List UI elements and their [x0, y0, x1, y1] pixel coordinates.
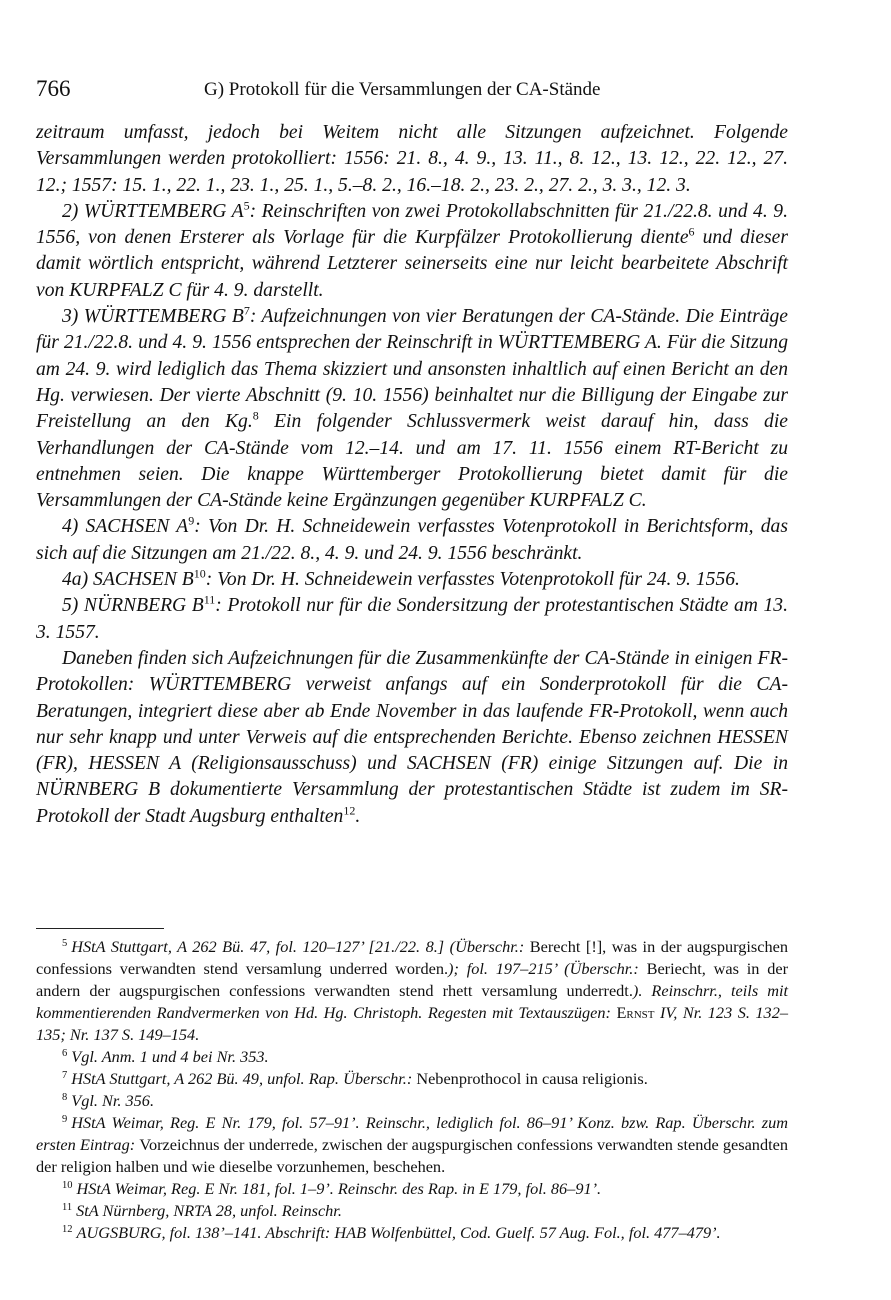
fn8-text: Vgl. Nr. 356.	[71, 1091, 155, 1110]
fn7-source: HStA Stuttgart, A 262 Bü. 49, unfol. Rap. Überschr.:	[71, 1069, 417, 1088]
footnote-ref-7[interactable]: 7	[243, 303, 250, 318]
p1-text: zeitraum umfasst, jedoch bei Weitem nicht alle Sitzungen aufzeichnet. Folgende Versammlungen werden protokolliert: 1556: 21. 8., 4. 9., 13. 11., 8. 12., 13. 12., 22. 12., 27. 12.; 1557: 15. 1., 22. 1., 23. 1., 25. 1., 5.–8. 2., 16.–18. 2., 23. 2., 27. 2., 3. 3., 12. 3.	[36, 122, 788, 196]
footnote-number: 7	[62, 1069, 68, 1081]
paragraph-2	[36, 199, 788, 304]
footnote-divider	[36, 928, 164, 929]
footnote-6	[36, 1046, 788, 1068]
footnote-number: 5	[62, 937, 68, 949]
footnote-ref-12[interactable]: 12	[343, 803, 356, 818]
footnote-ref-11[interactable]: 11	[203, 592, 216, 607]
fn5-notes: ). Reinschrr., teils mit kommentierenden Randvermerken von Hd. Hg. Christoph. Regesten mit Textauszügen:	[36, 981, 788, 1022]
footnote-7	[36, 1068, 788, 1090]
p3-text-end: Ein folgender Schlussvermerk weist darauf hin, dass die Verhandlungen der CA-Stände vom 12.–14. und am 17. 11. 1556 einem RT-Bericht zu entnehmen seien. Die knappe Württemberger Protokollierung bietet damit für die Versammlungen der CA-Stände keine Ergänzungen gegenüber KURPFALZ C.	[36, 411, 788, 512]
fn9-quote: Vorzeichnus der underrede, zwischen der augspurgischen confessions verwandten stende gesandten der religion halben und wie dieselbe vorzunhemen, beschehen.	[36, 1135, 788, 1176]
fn9-source: HStA Weimar, Reg. E Nr. 179, fol. 57–91’. Reinschr., lediglich fol. 86–91’ Konz. bzw. Rap. Überschr. zum ersten Eintrag:	[36, 1113, 788, 1154]
p7-text: Daneben finden sich Aufzeichnungen für die Zusammenkünfte der CA-Stände in einigen FR-Protokollen: WÜRTTEMBERG verweist anfangs auf ein Sonderprotokoll für die CA-Beratungen, integriert diese aber ab Ende November in das laufende FR-Protokoll, wenn auch nur sehr knapp und unter Verweis auf die entsprechenden Berichte. Ebenso zeichnen HESSEN (FR), HESSEN A (Religionsausschuss) und SACHSEN (FR) einige Sitzungen auf. Die in NÜRNBERG B dokumentierte Versammlung der protestantischen Städte ist zudem im SR-Protokoll der Stadt Augsburg enthalten	[36, 647, 788, 827]
p6-text: : Protokoll nur für die Sondersitzung der protestantischen Städte am 13. 3. 1557.	[36, 595, 788, 643]
paragraph-3	[36, 304, 788, 514]
page-number: 766	[36, 76, 71, 101]
footnote-ref-9[interactable]: 9	[188, 513, 195, 528]
p6-lead: 5) NÜRNBERG B	[62, 595, 204, 617]
paragraph-4	[36, 514, 788, 567]
paragraph-1	[36, 120, 788, 199]
p4-lead: 4) SACHSEN A	[62, 516, 189, 538]
fn7-quote: Nebenprothocol in causa religionis.	[416, 1069, 648, 1088]
fn6-text: Vgl. Anm. 1 und 4 bei Nr. 353.	[71, 1047, 269, 1066]
running-head: G) Protokoll für die Versammlungen der CA-Stände	[204, 79, 601, 100]
footnote-9	[36, 1112, 788, 1178]
footnote-ref-10[interactable]: 10	[193, 566, 206, 581]
footnote-ref-6[interactable]: 6	[688, 224, 695, 239]
p3-text: : Aufzeichnungen von vier Beratungen der CA-Stände. Die Einträge für 21./22.8. und 4. 9. 1556 entsprechen der Reinschrift in WÜRTTEMBERG A. Für die Sitzung am 24. 9. wird lediglich das Thema skizziert und ansonsten inhaltlich auf einen Bericht an den Hg. verwiesen. Der vierte Abschnitt (9. 10. 1556) beinhaltet nur die Billigung der Eingabe zur Freistellung an den Kg.	[36, 306, 788, 433]
fn11-text: StA Nürnberg, NRTA 28, unfol. Reinschr.	[76, 1201, 342, 1220]
footnote-number: 10	[62, 1179, 73, 1191]
footnote-5	[36, 936, 788, 1046]
p5-text: : Von Dr. H. Schneidewein verfasstes Votenprotokoll für 24. 9. 1556.	[205, 569, 740, 591]
footnote-11	[36, 1200, 788, 1222]
p3-lead: 3) WÜRTTEMBERG B	[62, 306, 244, 328]
p7-end: .	[355, 805, 361, 827]
fn5-source-2: ); fol. 197–215’ (Überschr.:	[448, 959, 647, 978]
footnote-12	[36, 1222, 788, 1244]
footnote-number: 9	[62, 1113, 68, 1125]
paragraph-7	[36, 646, 788, 830]
footnote-number: 12	[62, 1223, 73, 1235]
footnote-number: 8	[62, 1091, 68, 1103]
footnote-ref-8[interactable]: 8	[252, 408, 259, 423]
fn10-text: HStA Weimar, Reg. E Nr. 181, fol. 1–9’. Reinschr. des Rap. in E 179, fol. 86–91’.	[76, 1179, 602, 1198]
fn12-text: AUGSBURG, fol. 138’–141. Abschrift: HAB Wolfenbüttel, Cod. Guelf. 57 Aug. Fol., fol. 477–479’.	[76, 1223, 721, 1242]
footnote-ref-5[interactable]: 5	[243, 198, 250, 213]
footnotes	[36, 936, 788, 1244]
fn5-refs: IV, Nr. 123 S. 132–135; Nr. 137 S. 149–154.	[36, 1003, 788, 1044]
fn5-quote-1: Berecht [!], was in der augspurgischen confessions verwandten stend versamlung underred worden.	[36, 937, 788, 978]
fn5-source: HStA Stuttgart, A 262 Bü. 47, fol. 120–127’ [21./22. 8.] (Überschr.:	[71, 937, 530, 956]
paragraph-6	[36, 593, 788, 646]
footnote-8	[36, 1090, 788, 1112]
paragraph-5	[36, 567, 788, 593]
p2-text-end: und dieser damit wörtlich entspricht, während Letzterer seinerseits eine nur leicht bearbeitete Abschrift von KURPFALZ C für 4. 9. darstellt.	[36, 227, 788, 301]
fn5-quote-2: Beriecht, was in der andern der augspurgischen confessions verwandten stend rhett versamlung underredt.	[36, 959, 789, 1000]
p2-text: : Reinschriften von zwei Protokollabschnitten für 21./22.8. und 4. 9. 1556, von denen Ersterer als Vorlage für die Kurpfälzer Protokollierung diente	[36, 200, 788, 249]
p2-lead: 2) WÜRTTEMBERG A	[62, 200, 244, 222]
p4-text: : Von Dr. H. Schneidewein verfasstes Votenprotokoll in Berichtsform, das sich auf die Sitzungen am 21./22. 8., 4. 9. und 24. 9. 1556 beschränkt.	[36, 516, 788, 564]
footnote-10	[36, 1178, 788, 1200]
fn5-author: Ernst	[616, 1003, 655, 1022]
footnote-number: 6	[62, 1047, 68, 1059]
footnote-number: 11	[62, 1201, 73, 1213]
p5-lead: 4a) SACHSEN B	[62, 569, 194, 591]
main-text	[36, 120, 788, 830]
